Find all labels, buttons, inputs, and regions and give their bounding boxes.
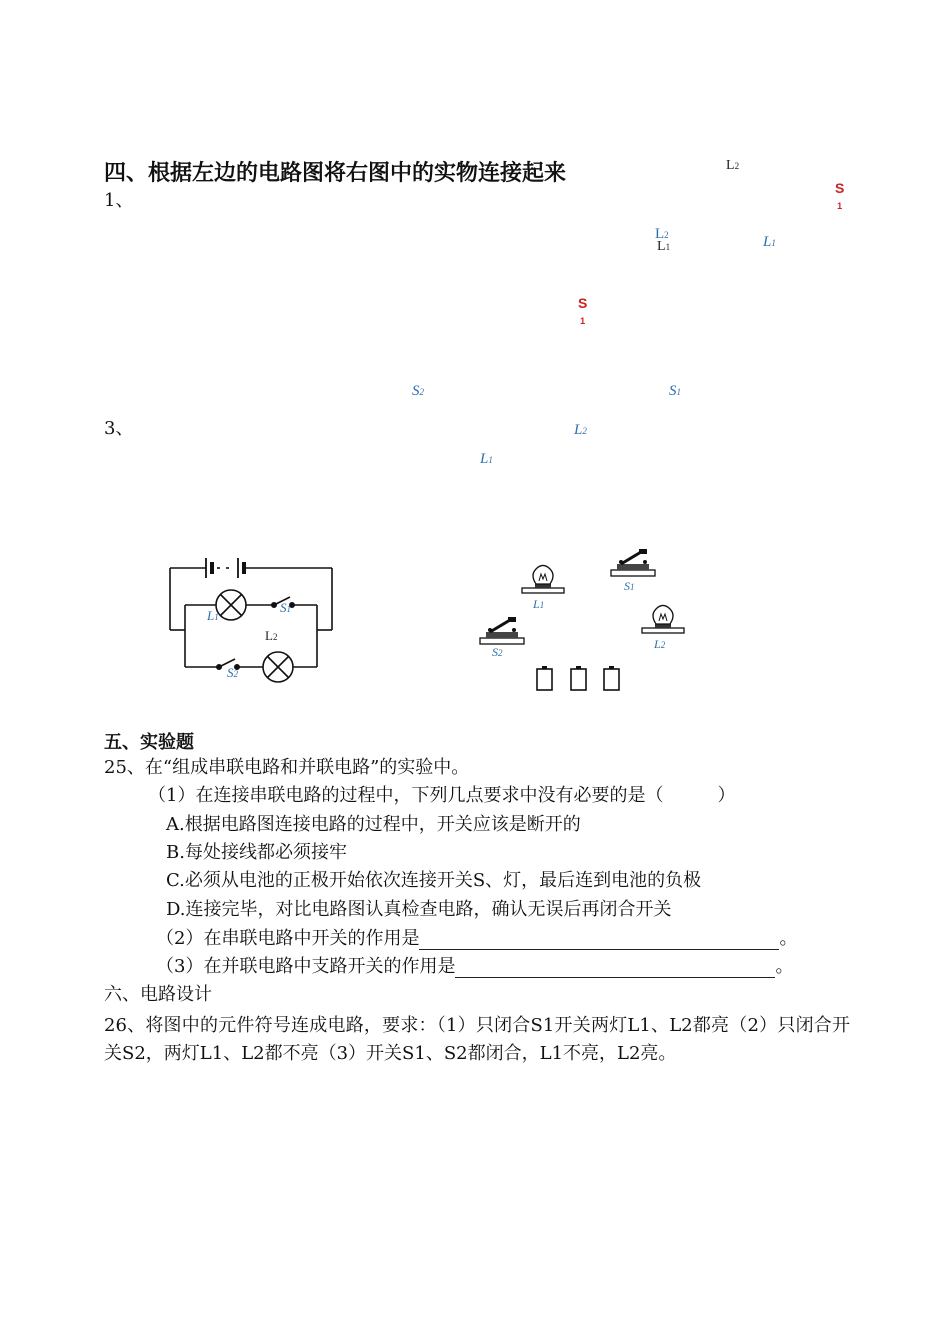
section6-title: 六、电路设计	[104, 984, 212, 1005]
label-l1-black: L1	[657, 239, 671, 254]
switch-s1-object	[609, 548, 657, 578]
bulb-l1-object	[520, 563, 566, 595]
diagram-label-l1: L1	[207, 608, 219, 623]
object-label-l1: L1	[533, 597, 545, 611]
answer-blank-2[interactable]	[419, 931, 779, 950]
question-25-part3: （3）在并联电路中支路开关的作用是 。	[156, 956, 794, 977]
question-25-part1: （1）在连接串联电路的过程中，下列几点要求中没有必要的是（ ）	[148, 785, 736, 806]
diagram-label-s1: S1	[280, 600, 291, 615]
label-l2-top: L2	[726, 158, 740, 173]
label-s1-red-top: S 1	[835, 180, 845, 211]
section4-title: 四、根据左边的电路图将右图中的实物连接起来	[104, 161, 567, 186]
diagram-label-s2: S2	[227, 665, 238, 680]
question-26: 26、将图中的元件符号连成电路，要求：（1）只闭合S1开关两灯L1、L2都亮（2）只闭合开关S2，两灯L1、L2都不亮（3）开关S1、S2都闭合，L1不亮，L2亮。	[104, 1015, 850, 1064]
question-1-number: 1、	[104, 190, 134, 211]
option-c: C.必须从电池的正极开始依次连接开关S、灯，最后连到电池的负极	[166, 870, 702, 891]
label-s1-blue: S1	[669, 383, 681, 399]
label-l1-blue-right: L1	[763, 234, 776, 250]
answer-blank-3[interactable]	[455, 959, 775, 978]
batteries-object	[534, 664, 624, 692]
label-l2-blue-low: L2	[574, 422, 587, 438]
label-l2-blue: L2	[655, 226, 669, 242]
bulb-l2-object	[640, 603, 686, 635]
question-3-number: 3、	[104, 418, 134, 439]
switch-s2-object	[478, 616, 526, 646]
object-label-s2: S2	[492, 645, 503, 659]
label-l1-blue-low: L1	[480, 451, 493, 467]
label-s2-blue: S2	[412, 383, 424, 399]
option-d: D.连接完毕，对比电路图认真检查电路，确认无误后再闭合开关	[166, 899, 672, 920]
label-s1-red-mid: S 1	[578, 295, 588, 326]
option-b: B.每处接线都必须接牢	[166, 842, 347, 863]
section5-title: 五、实验题	[104, 732, 194, 753]
diagram-label-l2: L2	[265, 628, 278, 643]
object-label-l2: L2	[654, 637, 666, 651]
object-label-s1: S1	[624, 579, 635, 593]
option-a: A.根据电路图连接电路的过程中，开关应该是断开的	[166, 814, 581, 835]
circuit-diagram	[160, 550, 350, 690]
question-25-part2: （2）在串联电路中开关的作用是 。	[156, 928, 798, 949]
question-25: 25、在“组成串联电路和并联电路”的实验中。	[104, 757, 470, 778]
